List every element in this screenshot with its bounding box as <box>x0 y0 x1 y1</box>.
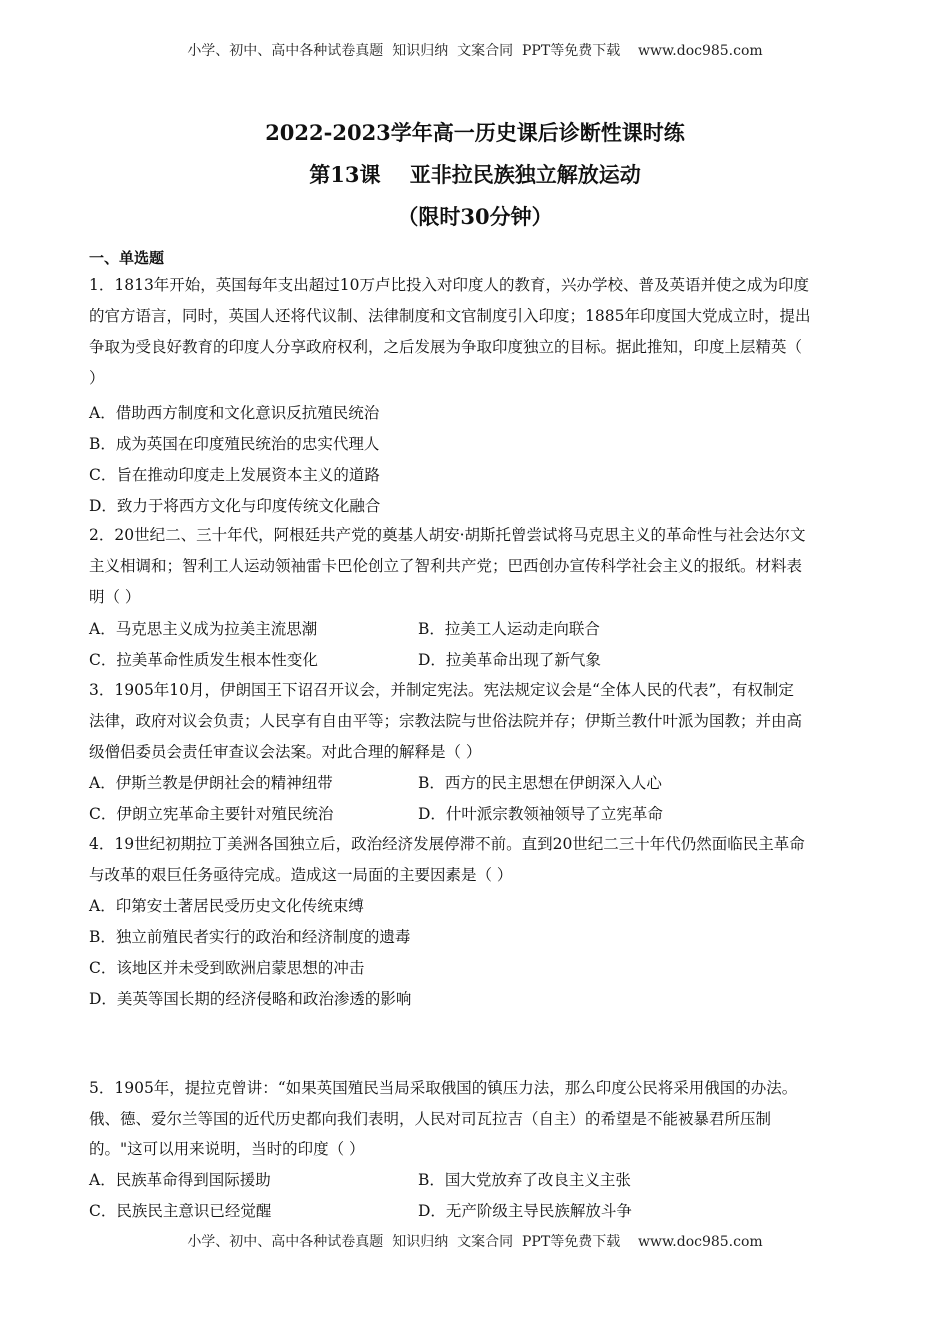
option-a: A．借助西方制度和文化意识反抗殖民统治 <box>89 404 380 422</box>
lesson-title: 第13课 亚非拉民族独立解放运动 <box>309 162 641 187</box>
question-line: 俄、德、爱尔兰等国的近代历史都向我们表明，人民对司瓦拉吉（自主）的希望是不能被暴君所压制 <box>89 1110 772 1128</box>
option-b: B．独立前殖民者实行的政治和经济制度的遗毒 <box>89 928 411 946</box>
option-c: C．伊朗立宪革命主要针对殖民统治 <box>89 805 334 823</box>
option-a: A．马克思主义成为拉美主流思潮 <box>89 620 318 638</box>
question-line: 5．1905年，提拉克曾讲：“如果英国殖民当局采取俄国的镇压力法，那么印度公民将采用俄国的办法。 <box>89 1079 798 1097</box>
option-c: C．旨在推动印度走上发展资本主义的道路 <box>89 466 380 484</box>
section-heading: 一、单选题 <box>89 249 165 267</box>
question-line: 争取为受良好教育的印度人分享政府权利，之后发展为争取印度独立的目标。据此推知，印度上层精英（ <box>89 338 803 356</box>
page-header: 小学、初中、高中各种试卷真题 知识归纳 文案合同 PPT等免费下载 www.doc985.com <box>187 43 763 59</box>
question-line: 的。"这可以用来说明，当时的印度（ ） <box>89 1140 365 1158</box>
option-a: A．伊斯兰教是伊朗社会的精神纽带 <box>89 774 333 792</box>
question-line: 2．20世纪二、三十年代，阿根廷共产党的奠基人胡安·胡斯托曾尝试将马克思主义的革命性与社会达尔文 <box>89 526 806 544</box>
page-footer: 小学、初中、高中各种试卷真题 知识归纳 文案合同 PPT等免费下载 www.doc985.com <box>187 1234 763 1250</box>
option-a: A．民族革命得到国际援助 <box>89 1171 271 1189</box>
option-d: D．什叶派宗教领袖领导了立宪革命 <box>418 805 663 823</box>
option-d: D．无产阶级主导民族解放斗争 <box>418 1202 632 1220</box>
time-limit: （限时30分钟） <box>397 204 553 229</box>
option-d: D．拉美革命出现了新气象 <box>418 651 601 669</box>
question-line: 1．1813年开始，英国每年支出超过10万卢比投入对印度人的教育，兴办学校、普及英语并使之成为印度 <box>89 276 810 294</box>
option-d: D．致力于将西方文化与印度传统文化融合 <box>89 497 381 515</box>
question-line: 与改革的艰巨任务亟待完成。造成这一局面的主要因素是（ ） <box>89 866 513 884</box>
option-c: C．民族民主意识已经觉醒 <box>89 1202 272 1220</box>
question-line: 3．1905年10月，伊朗国王下诏召开议会，并制定宪法。宪法规定议会是“全体人民的代表”，有权制定 <box>89 681 794 699</box>
question-line: 4．19世纪初期拉丁美洲各国独立后，政治经济发展停滞不前。直到20世纪二三十年代仍然面临民主革命 <box>89 835 805 853</box>
option-d: D．美英等国长期的经济侵略和政治渗透的影响 <box>89 990 412 1008</box>
option-c: C．该地区并未受到欧洲启蒙思想的冲击 <box>89 959 365 977</box>
option-a: A．印第安土著居民受历史文化传统束缚 <box>89 897 364 915</box>
option-c: C．拉美革命性质发生根本性变化 <box>89 651 318 669</box>
question-line: 主义相调和；智利工人运动领袖雷卡巴伦创立了智利共产党；巴西创办宣传科学社会主义的报纸。材料表 <box>89 557 803 575</box>
option-b: B．国大党放弃了改良主义主张 <box>418 1171 631 1189</box>
page-title: 2022-2023学年高一历史课后诊断性课时练 <box>265 120 685 145</box>
question-line: 的官方语言，同时，英国人还将代议制、法律制度和文官制度引入印度；1885年印度国大党成立时，提出 <box>89 307 811 325</box>
option-b: B．西方的民主思想在伊朗深入人心 <box>418 774 662 792</box>
question-line: 明（ ） <box>89 588 141 606</box>
option-b: B．成为英国在印度殖民统治的忠实代理人 <box>89 435 380 453</box>
question-line: 级僧侣委员会责任审查议会法案。对此合理的解释是（ ） <box>89 743 482 761</box>
question-line: 法律，政府对议会负责；人民享有自由平等；宗教法院与世俗法院并存；伊斯兰教什叶派为国教；并由高 <box>89 712 803 730</box>
question-line: ） <box>89 369 105 387</box>
option-b: B．拉美工人运动走向联合 <box>418 620 600 638</box>
